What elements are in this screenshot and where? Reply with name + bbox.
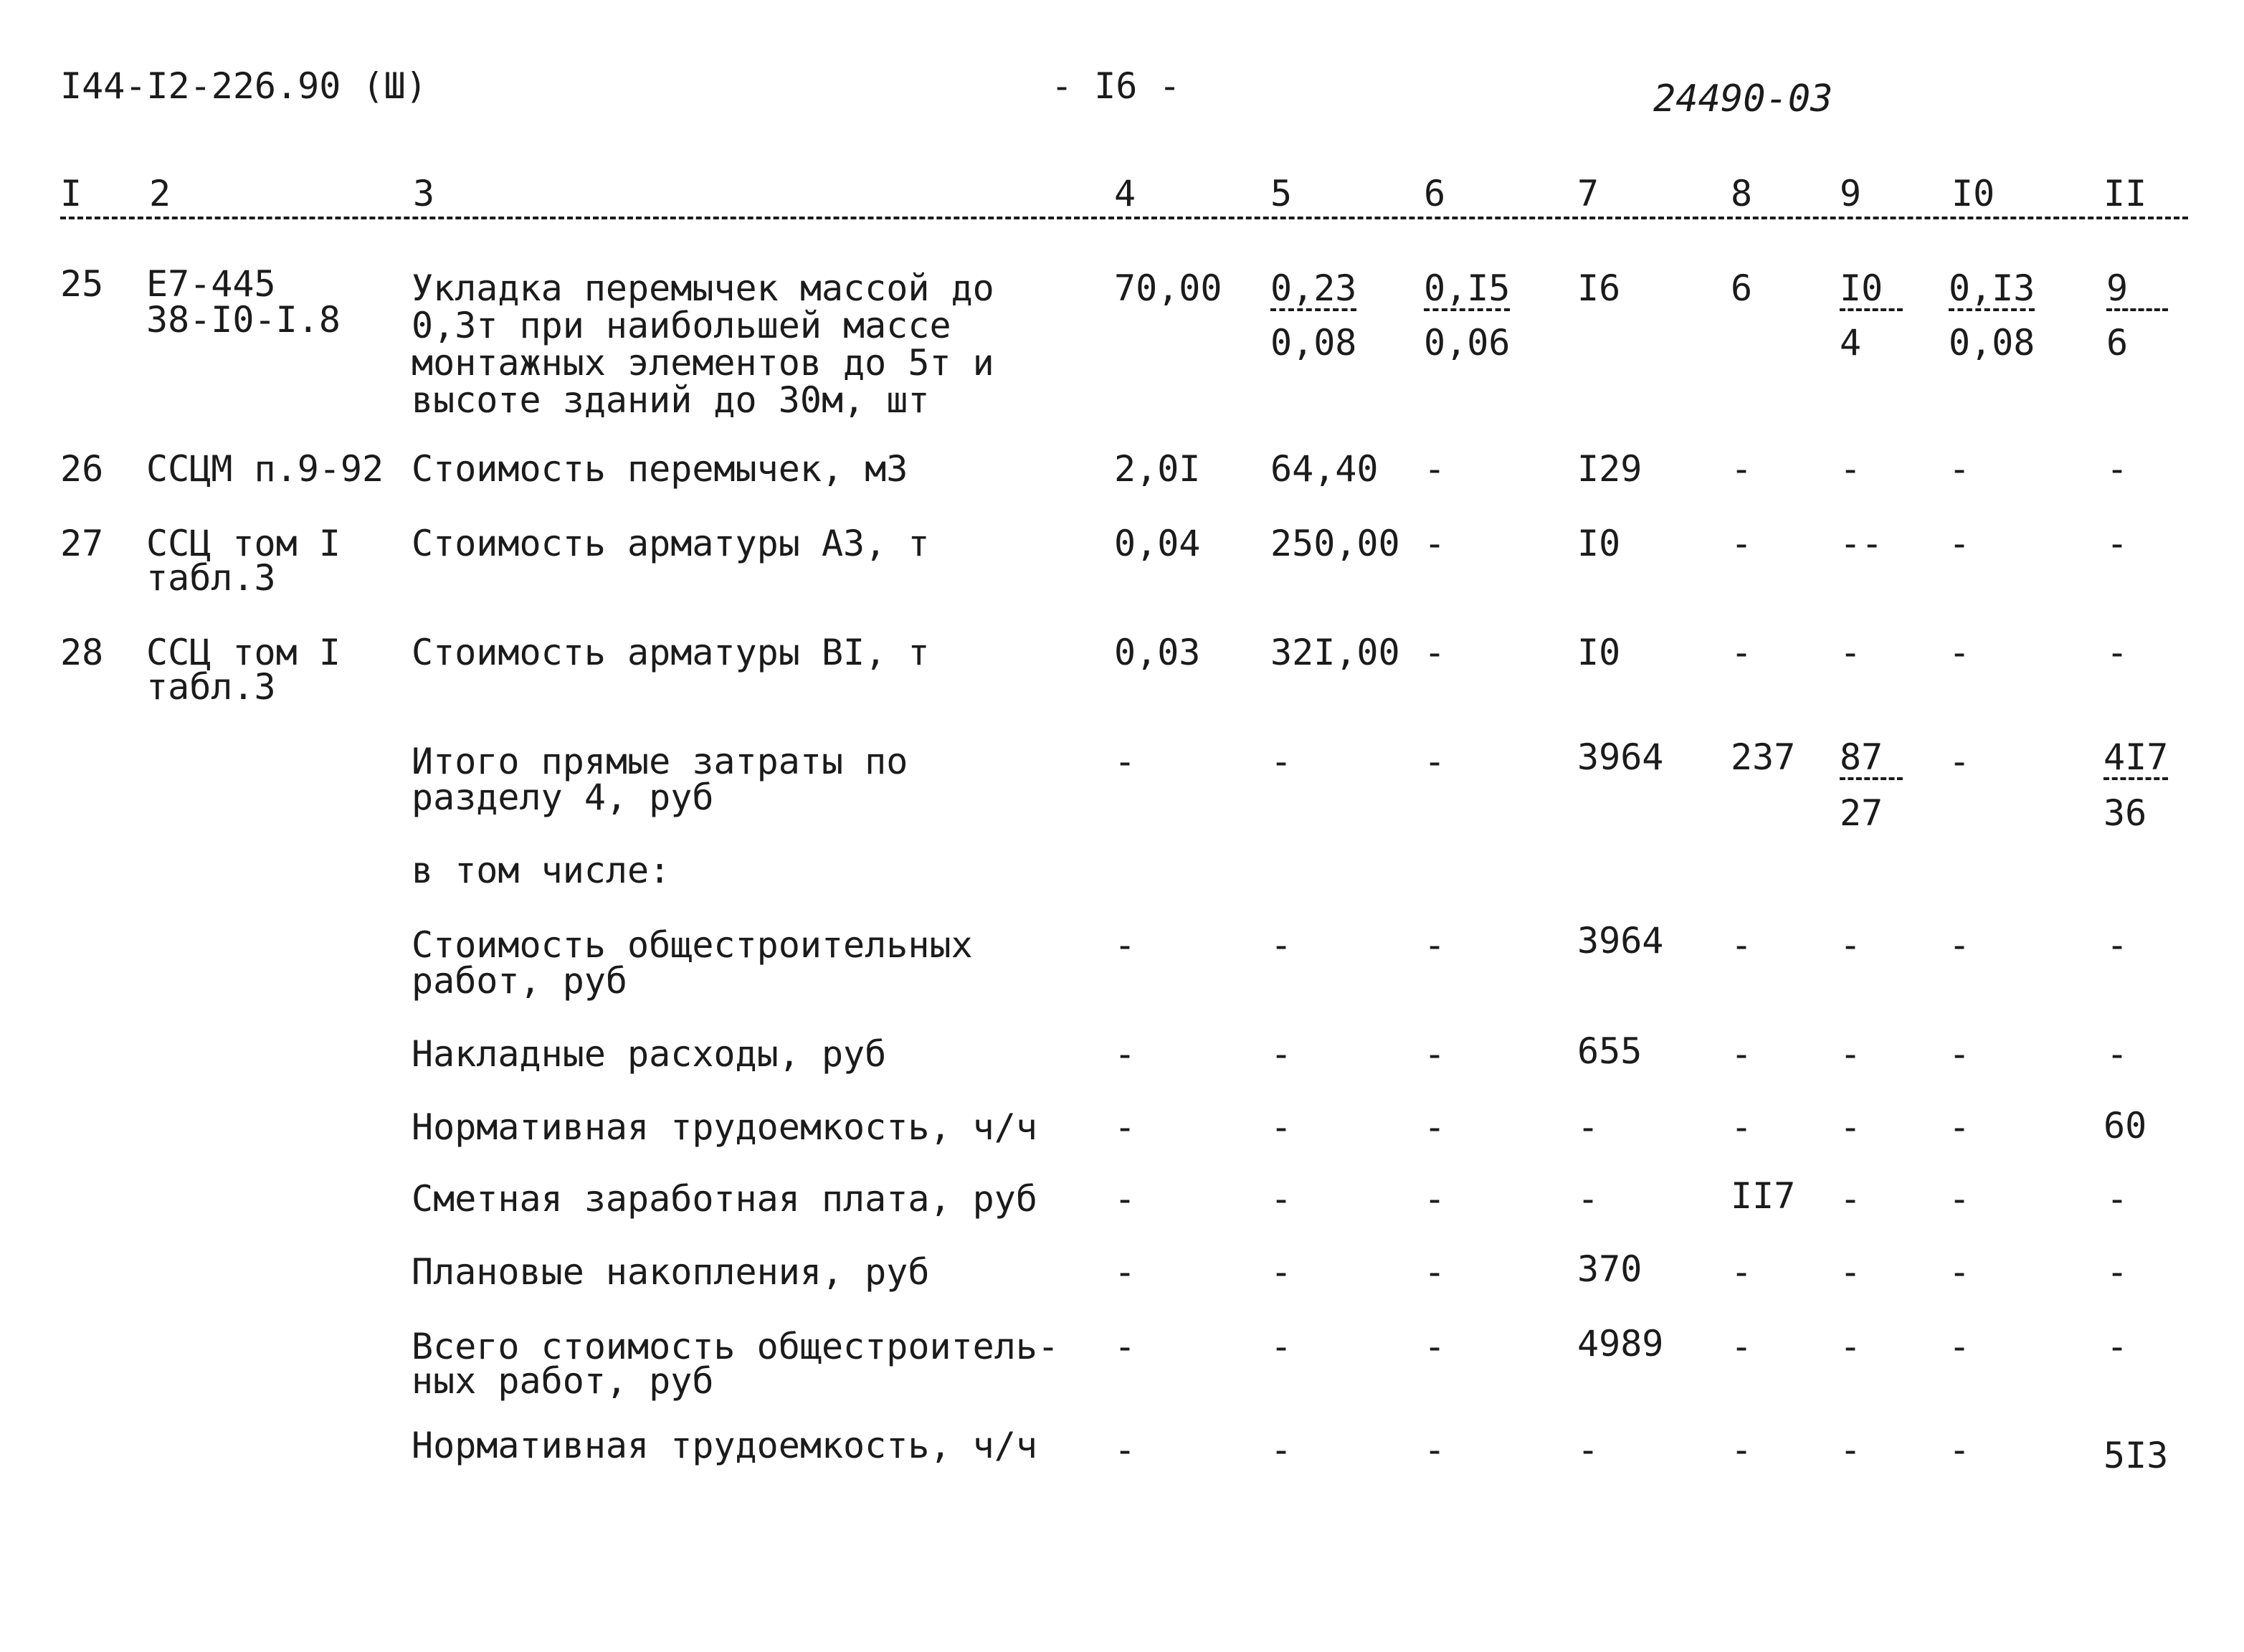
cell-col9: -: [1840, 1251, 1862, 1293]
cell-col5: -: [1270, 1178, 1293, 1220]
cell-col11: 5I3: [2103, 1435, 2169, 1476]
cell-col7: 655: [1577, 1030, 1642, 1072]
cell-col11-top: 9: [2106, 270, 2168, 311]
cell-col4: -: [1114, 1033, 1136, 1075]
row-code: ССЦ том I: [146, 523, 341, 564]
cell-col10: -: [1949, 448, 1971, 490]
cell-col5: 64,40: [1270, 448, 1379, 490]
col-header-9: 9: [1840, 173, 1862, 214]
cell-col7: 3964: [1577, 736, 1664, 778]
cell-col10: -: [1949, 523, 1971, 564]
doc-code: I44-I2-226.90 (Ш): [60, 65, 427, 107]
cell-col11-bottom: 6: [2106, 322, 2129, 364]
cell-col11: -: [2106, 1251, 2129, 1293]
cell-col7: I0: [1577, 523, 1621, 564]
cell-col9: -: [1840, 1178, 1862, 1220]
cell-col6: -: [1424, 741, 1446, 782]
cell-col9-top: I0: [1840, 270, 1903, 311]
row-description-line: монтажных элементов до 5т и: [412, 342, 994, 384]
cell-col10: -: [1949, 1106, 1971, 1148]
row-code-2: табл.3: [146, 557, 276, 599]
cell-col11: -: [2106, 523, 2129, 564]
cell-col9: -: [1840, 1106, 1862, 1148]
cell-col6-bottom: 0,06: [1424, 322, 1511, 364]
col-header-3: 3: [413, 173, 435, 214]
cell-col4: -: [1114, 1178, 1136, 1220]
cell-col8: 6: [1731, 267, 1753, 309]
cell-col5-top: 0,23: [1270, 270, 1356, 311]
row-number: 25: [60, 263, 104, 305]
cell-col6-top: 0,I5: [1424, 270, 1510, 311]
handwritten-reference: 24490-03: [1653, 77, 1833, 120]
cell-col5: -: [1270, 1033, 1293, 1075]
cell-col8: -: [1731, 632, 1753, 673]
row-code-2: 38-I0-I.8: [146, 299, 341, 341]
cell-col11: 60: [2103, 1105, 2147, 1147]
summary-description-line: Сметная заработная плата, руб: [412, 1178, 1037, 1220]
cell-col7: -: [1577, 1429, 1599, 1471]
cell-col7: 3964: [1577, 920, 1664, 962]
cell-col6: -: [1424, 448, 1446, 490]
row-description-line: Укладка перемычек массой до: [412, 267, 994, 309]
cell-col6: -: [1424, 1033, 1446, 1075]
cell-col8: -: [1731, 523, 1753, 564]
cell-col11: -: [2106, 1326, 2129, 1367]
cell-col5: -: [1270, 1326, 1293, 1367]
summary-description-line: Нормативная трудоемкость, ч/ч: [412, 1425, 1037, 1466]
cell-col8: -: [1731, 1429, 1753, 1471]
cell-col9: -: [1840, 1429, 1862, 1471]
cell-col6: -: [1424, 523, 1446, 564]
summary-description-line: Всего стоимость общестроитель-: [412, 1326, 1060, 1367]
cell-col6: -: [1424, 924, 1446, 966]
cell-col11: -: [2106, 632, 2129, 673]
cell-col11-top: 4I7: [2103, 739, 2168, 780]
cell-col11-bottom: 36: [2103, 792, 2147, 834]
cell-col8: II7: [1731, 1175, 1796, 1217]
cell-col11: -: [2106, 924, 2129, 966]
cell-col7: 370: [1577, 1248, 1642, 1290]
cell-col5: -: [1270, 1106, 1293, 1148]
cell-col8: -: [1731, 1033, 1753, 1075]
col-header-1: I: [60, 173, 82, 214]
cell-col9: -: [1840, 1033, 1862, 1075]
cell-col7: 4989: [1577, 1323, 1664, 1364]
cell-col10: -: [1949, 924, 1971, 966]
row-number: 27: [60, 523, 104, 564]
row-description-line: Стоимость арматуры А3, т: [412, 523, 930, 564]
cell-col11: -: [2106, 448, 2129, 490]
cell-col8: 237: [1731, 736, 1796, 778]
cell-col4: -: [1114, 1429, 1136, 1471]
cell-col5-bottom: 0,08: [1270, 322, 1357, 364]
cell-col10: -: [1949, 1326, 1971, 1367]
cell-col9: -: [1840, 448, 1862, 490]
cell-col11: -: [2106, 1033, 2129, 1075]
cell-col4: -: [1114, 1326, 1136, 1367]
cell-col8: -: [1731, 1106, 1753, 1148]
summary-description-line: Итого прямые затраты по: [412, 741, 908, 782]
col-header-10: I0: [1951, 173, 1995, 214]
row-description-line: высоте зданий до 30м, шт: [412, 379, 930, 421]
col-header-8: 8: [1731, 173, 1753, 214]
row-code: ССЦМ п.9-92: [146, 448, 384, 490]
col-header-7: 7: [1577, 173, 1599, 214]
cell-col4: 70,00: [1114, 267, 1222, 309]
summary-description-line: Плановые накопления, руб: [412, 1251, 930, 1293]
cell-col5: 32I,00: [1270, 632, 1400, 673]
summary-description-line: ных работ, руб: [412, 1360, 714, 1402]
cell-col10: -: [1949, 1033, 1971, 1075]
cell-col5: -: [1270, 741, 1293, 782]
col-header-6: 6: [1424, 173, 1446, 214]
cell-col6: -: [1424, 1326, 1446, 1367]
row-number: 28: [60, 632, 104, 673]
cell-col4: -: [1114, 924, 1136, 966]
cell-col4: 2,0I: [1114, 448, 1201, 490]
cell-col9: -: [1840, 632, 1862, 673]
cell-col9: --: [1840, 523, 1883, 564]
cell-col4: 0,03: [1114, 632, 1201, 673]
summary-description-line: Нормативная трудоемкость, ч/ч: [412, 1106, 1037, 1148]
row-number: 26: [60, 448, 104, 490]
col-header-2: 2: [149, 173, 171, 214]
cell-col4: -: [1114, 1251, 1136, 1293]
cell-col8: -: [1731, 1251, 1753, 1293]
cell-col10-top: 0,I3: [1949, 270, 2035, 311]
summary-description-line: Накладные расходы, руб: [412, 1033, 887, 1075]
col-header-5: 5: [1270, 173, 1293, 214]
summary-description-line: разделу 4, руб: [412, 777, 714, 818]
cell-col5: -: [1270, 1429, 1293, 1471]
column-header-rule: [60, 217, 2188, 219]
summary-description-line: работ, руб: [412, 960, 628, 1002]
row-description-line: 0,3т при наибольшей массе: [412, 305, 951, 346]
cell-col10: -: [1949, 1251, 1971, 1293]
summary-including-label: в том числе:: [412, 850, 671, 891]
page-number: - I6 -: [1051, 65, 1181, 107]
cell-col7: I6: [1577, 267, 1621, 309]
cell-col10: -: [1949, 632, 1971, 673]
cell-col10: -: [1949, 1429, 1971, 1471]
cell-col8: -: [1731, 1326, 1753, 1367]
col-header-11: II: [2103, 173, 2147, 214]
summary-description-line: Стоимость общестроительных: [412, 924, 973, 966]
cell-col7: I0: [1577, 632, 1621, 673]
cell-col10-bottom: 0,08: [1949, 322, 2035, 364]
row-code-2: табл.3: [146, 666, 276, 708]
cell-col4: -: [1114, 741, 1136, 782]
cell-col10: -: [1949, 741, 1971, 782]
cell-col9: -: [1840, 1326, 1862, 1367]
cell-col9-bottom: 4: [1840, 322, 1862, 364]
row-description-line: Стоимость арматуры ВI, т: [412, 632, 930, 673]
cell-col6: -: [1424, 1106, 1446, 1148]
cell-col5: -: [1270, 1251, 1293, 1293]
cell-col8: -: [1731, 448, 1753, 490]
cell-col7: I29: [1577, 448, 1642, 490]
cell-col11: -: [2106, 1178, 2129, 1220]
cell-col4: 0,04: [1114, 523, 1201, 564]
cell-col4: -: [1114, 1106, 1136, 1148]
cell-col9-bottom: 27: [1840, 792, 1883, 834]
cell-col9: -: [1840, 924, 1862, 966]
cell-col5: -: [1270, 924, 1293, 966]
cell-col6: -: [1424, 1178, 1446, 1220]
row-code: Е7-445: [146, 263, 276, 305]
cell-col9-top: 87: [1840, 739, 1903, 780]
row-code: ССЦ том I: [146, 632, 341, 673]
cell-col7: -: [1577, 1178, 1599, 1220]
cell-col5: 250,00: [1270, 523, 1400, 564]
row-description-line: Стоимость перемычек, м3: [412, 448, 908, 490]
cell-col7: -: [1577, 1106, 1599, 1148]
cell-col10: -: [1949, 1178, 1971, 1220]
col-header-4: 4: [1114, 173, 1136, 214]
cell-col8: -: [1731, 924, 1753, 966]
cell-col6: -: [1424, 632, 1446, 673]
cell-col6: -: [1424, 1429, 1446, 1471]
cell-col6: -: [1424, 1251, 1446, 1293]
